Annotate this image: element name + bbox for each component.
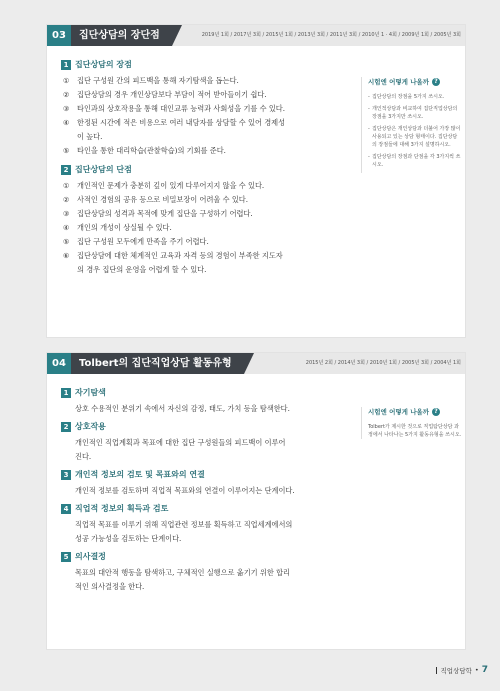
- subsection-title: 상호작용: [75, 422, 106, 431]
- book-title: 직업상담학: [440, 666, 472, 675]
- main-content: [61, 59, 351, 283]
- main-content: [61, 387, 351, 599]
- list-item: ① 집단 구성원 간의 피드백을 통해 자기탐색을 돕는다.: [63, 76, 239, 85]
- subsection-header: [61, 469, 351, 480]
- list-item: ④ 개인의 개성이 상실될 수 있다.: [63, 223, 172, 232]
- subsection-title: 개인적 정보의 검토 및 목표와의 연결: [75, 470, 205, 479]
- sidebar-text: Tolbert가 제시한 것으로 직업탐단상담 과정에서 나타나는 5가지 활동유형을 쓰시오.: [368, 424, 462, 438]
- sidebar-item: - 개인적상담과 비교하여 집단직업상담의 장점을 3가지만 쓰시오.: [368, 105, 462, 121]
- sidebar-list: [368, 93, 462, 169]
- list-item: ② 집단상담의 경우 개인상담보다 부담이 적어 받아들이기 쉽다.: [63, 90, 267, 99]
- subsection-number: 3: [61, 470, 71, 480]
- subsection-title: 집단상담의 장점: [75, 60, 132, 69]
- footer-divider: [436, 667, 437, 674]
- subsection-header: [61, 387, 351, 398]
- page-footer: [436, 665, 488, 675]
- section-number: 03: [47, 25, 71, 46]
- subsection-text: 상호 수용적인 분위기 속에서 자신의 감정, 태도, 가치 등을 탐색한다.: [75, 404, 290, 413]
- subsection-text: 개인적 정보를 검토하며 직업적 목표와의 연결이 이루어지는 단계이다.: [75, 486, 295, 495]
- question-icon: ?: [432, 408, 440, 416]
- subsection-header: [61, 421, 351, 432]
- section-card-04: [46, 352, 466, 650]
- list-item: 의 경우 집단의 운영을 어렵게 할 수 있다.: [77, 265, 207, 274]
- cons-list: [61, 179, 351, 277]
- subsection-number: 1: [61, 388, 71, 398]
- subsection-title: 의사결정: [75, 552, 106, 561]
- subsection-number: 4: [61, 504, 71, 514]
- subsection-number: 5: [61, 552, 71, 562]
- list-item: ③ 집단상담의 성격과 목적에 맞게 집단을 구성하기 어렵다.: [63, 209, 253, 218]
- subsection-number: 1: [61, 60, 71, 70]
- pros-list: [61, 74, 351, 158]
- subsection-title: 직업적 정보의 획득과 검토: [75, 504, 169, 513]
- list-item: ⑤ 타인을 통한 대리학습(관찰학습)의 기회를 준다.: [63, 146, 226, 155]
- sidebar-item: - 집단상담은 개인상담과 더불어 가장 많이 사용되고 있는 상담 형태이다. 집단상담의 장점들에 대해 3가지 설명하시오.: [368, 125, 462, 149]
- section-number: 04: [47, 353, 71, 374]
- list-item: ② 사적인 경험의 공유 등으로 비밀보장이 어려울 수 있다.: [63, 195, 249, 204]
- sidebar-title: 시험엔 어떻게 나올까 ?: [368, 77, 462, 86]
- subsection-header: [61, 503, 351, 514]
- subsection-header: [61, 551, 351, 562]
- exam-history: 2019년 1회 / 2017년 3회 / 2015년 1회 / 2013년 3회 / 2011년 3회 / 2010년 1 · 4회 / 2009년 1회 / 2005년 3회: [201, 32, 461, 38]
- separator-dot: •: [474, 666, 479, 674]
- question-icon: ?: [432, 78, 440, 86]
- list-item: ⑥ 집단상담에 대한 체계적인 교육과 자격 등의 경험이 부족한 지도자: [63, 251, 283, 260]
- sidebar-item: - 집단상담의 장점과 단점을 각 3가지씩 쓰시오.: [368, 153, 462, 169]
- page-number: 7: [481, 665, 488, 675]
- section-card-03: [46, 24, 466, 338]
- exam-question-sidebar: [361, 407, 462, 439]
- subsection-title: 자기탐색: [75, 388, 106, 397]
- section-title: 집단상담의 장단점: [71, 25, 172, 46]
- subsection-text: 직업적 목표를 이루기 위해 직업관련 정보를 획득하고 직업세계에서의 성공 가능성을 검토하는 단계이다.: [75, 520, 293, 543]
- section-title: Tolbert의 집단직업상담 활동유형: [71, 353, 244, 374]
- exam-question-sidebar: [361, 77, 462, 173]
- list-item: ④ 한정된 시간에 적은 비용으로 여러 내담자를 상담할 수 있어 경제성: [63, 118, 286, 127]
- sidebar-title: 시험엔 어떻게 나올까 ?: [368, 407, 462, 416]
- subsection-header: [61, 59, 351, 70]
- exam-history: 2015년 2회 / 2014년 3회 / 2010년 1회 / 2005년 3회 / 2004년 1회: [305, 360, 461, 366]
- subsection-text: 개인적인 직업계획과 목표에 대한 집단 구성원들의 피드백이 이루어 진다.: [75, 438, 286, 461]
- list-item: ① 개인적인 문제가 충분히 깊이 있게 다루어지지 않을 수 있다.: [63, 181, 265, 190]
- subsection-text: 목표의 대안적 행동을 탐색하고, 구체적인 실행으로 옮기기 위한 합리 적인 의사결정을 한다.: [75, 568, 290, 591]
- list-item: ③ 타인과의 상호작용을 통해 대인교류 능력과 사회성을 기를 수 있다.: [63, 104, 286, 113]
- list-item: 이 높다.: [77, 132, 103, 141]
- subsection-number: 2: [61, 422, 71, 432]
- card-header: [47, 353, 465, 374]
- subsection-title: 집단상담의 단점: [75, 165, 132, 174]
- card-header: [47, 25, 465, 46]
- list-item: ⑤ 집단 구성원 모두에게 만족을 주기 어렵다.: [63, 237, 209, 246]
- subsection-number: 2: [61, 165, 71, 175]
- sidebar-item: - 집단상담의 장점을 5가지 쓰시오.: [368, 93, 462, 101]
- subsection-header: [61, 164, 351, 175]
